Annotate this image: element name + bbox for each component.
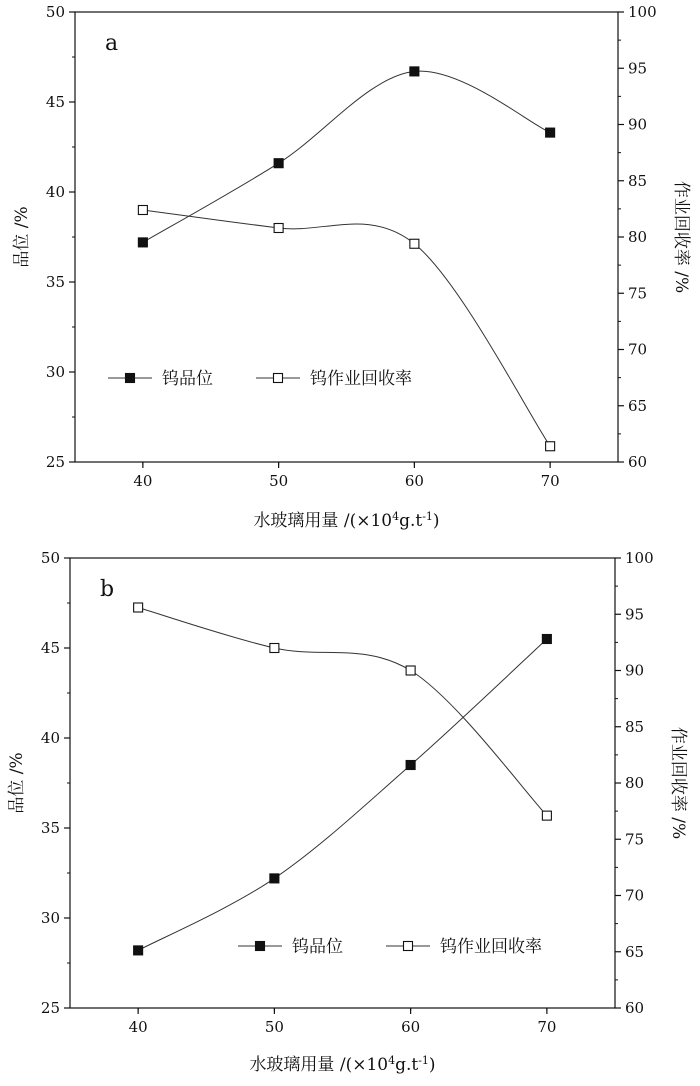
panel-label: b — [100, 577, 115, 602]
data-point-1 — [410, 67, 419, 76]
x-axis-title-superscript: 4 — [392, 510, 400, 523]
x-axis-title-superscript: -1 — [418, 1054, 429, 1067]
data-point-2 — [542, 811, 551, 820]
data-point-1 — [406, 761, 415, 770]
x-axis-title-part: ) — [428, 1055, 436, 1075]
legend-label-1: 钨品位 — [292, 937, 343, 957]
x-axis-title — [249, 1054, 435, 1075]
y-right-axis-title: 作业回收率 /% — [668, 726, 688, 840]
x-axis-title-superscript: -1 — [422, 510, 433, 523]
y-left-tick-label: 25 — [45, 453, 65, 471]
y-left-tick-label: 35 — [45, 273, 65, 291]
y-right-axis-title: 作业回收率 /% — [671, 180, 691, 294]
x-tick-label: 70 — [540, 472, 560, 490]
panel-label: a — [105, 31, 119, 56]
data-point-2 — [274, 224, 283, 233]
data-point-2 — [134, 603, 143, 612]
x-tick-label: 70 — [537, 1018, 557, 1036]
x-tick-label: 40 — [128, 1018, 148, 1036]
series-line-2 — [138, 608, 547, 816]
x-tick-label: 50 — [269, 472, 289, 490]
x-tick-label: 60 — [401, 1018, 421, 1036]
y-right-tick-label: 75 — [625, 830, 645, 849]
legend-marker-2 — [274, 374, 283, 383]
y-left-tick-label: 45 — [40, 639, 60, 657]
data-point-2 — [270, 644, 279, 653]
y-left-tick-label: 25 — [40, 999, 60, 1017]
y-right-tick-label: 80 — [628, 228, 648, 246]
y-right-tick-label: 90 — [628, 115, 648, 134]
y-right-tick-label: 100 — [628, 3, 657, 21]
y-left-tick-label: 40 — [40, 729, 60, 747]
y-left-tick-label: 35 — [40, 819, 60, 837]
y-right-tick-label: 60 — [625, 999, 645, 1017]
data-point-2 — [406, 666, 415, 675]
x-axis-title-part: g.t — [395, 1055, 419, 1075]
series-line-1 — [138, 639, 547, 950]
y-left-tick-label: 30 — [45, 363, 65, 381]
legend-marker-1 — [256, 942, 265, 951]
y-right-tick-label: 100 — [625, 549, 654, 567]
y-left-tick-label: 50 — [45, 3, 65, 21]
y-left-axis-title: 品位 /% — [12, 206, 32, 268]
data-point-1 — [274, 159, 283, 168]
y-right-tick-label: 80 — [625, 774, 645, 792]
y-right-tick-label: 65 — [628, 396, 648, 415]
x-axis-title-part: g.t — [399, 511, 423, 531]
data-point-2 — [546, 442, 555, 451]
y-right-tick-label: 85 — [625, 717, 645, 736]
y-left-tick-label: 40 — [45, 183, 65, 201]
data-point-1 — [138, 238, 147, 247]
y-right-tick-label: 95 — [628, 59, 648, 78]
y-right-tick-label: 60 — [628, 453, 648, 471]
series-line-1 — [143, 71, 550, 242]
x-axis-title-part: 水玻璃用量 /(×10 — [249, 1055, 389, 1075]
series-line-2 — [143, 210, 550, 446]
legend-label-2: 钨作业回收率 — [310, 369, 412, 389]
y-right-tick-label: 95 — [625, 605, 645, 624]
x-tick-label: 50 — [264, 1018, 284, 1036]
x-axis-title-part: ) — [432, 511, 440, 531]
y-right-tick-label: 85 — [628, 171, 648, 190]
y-left-tick-label: 45 — [45, 93, 65, 111]
data-point-2 — [410, 239, 419, 248]
x-tick-label: 40 — [133, 472, 153, 490]
legend-label-1: 钨品位 — [162, 369, 213, 389]
plot-frame — [75, 12, 618, 462]
y-left-tick-label: 50 — [40, 549, 60, 567]
data-point-2 — [138, 206, 147, 215]
legend-marker-2 — [404, 942, 413, 951]
y-right-tick-label: 75 — [628, 284, 648, 303]
y-right-tick-label: 65 — [625, 942, 645, 961]
chart-a-svg — [0, 0, 700, 535]
y-right-tick-label: 70 — [628, 340, 648, 359]
x-axis-title-part: 水玻璃用量 /(×10 — [253, 511, 393, 531]
data-point-1 — [270, 874, 279, 883]
y-left-tick-label: 30 — [40, 909, 60, 927]
chart-b-svg — [0, 540, 700, 1082]
data-point-1 — [546, 128, 555, 137]
y-left-axis-title: 品位 /% — [7, 752, 27, 814]
chart-panel-b — [0, 540, 700, 1086]
data-point-1 — [134, 946, 143, 955]
legend-label-2: 钨作业回收率 — [440, 937, 542, 957]
y-right-tick-label: 90 — [625, 661, 645, 680]
y-right-tick-label: 70 — [625, 886, 645, 905]
data-point-1 — [542, 635, 551, 644]
legend-marker-1 — [126, 374, 135, 383]
x-axis-title — [253, 510, 439, 531]
chart-panel-a — [0, 0, 700, 539]
x-axis-title-superscript: 4 — [388, 1054, 396, 1067]
x-tick-label: 60 — [404, 472, 424, 490]
